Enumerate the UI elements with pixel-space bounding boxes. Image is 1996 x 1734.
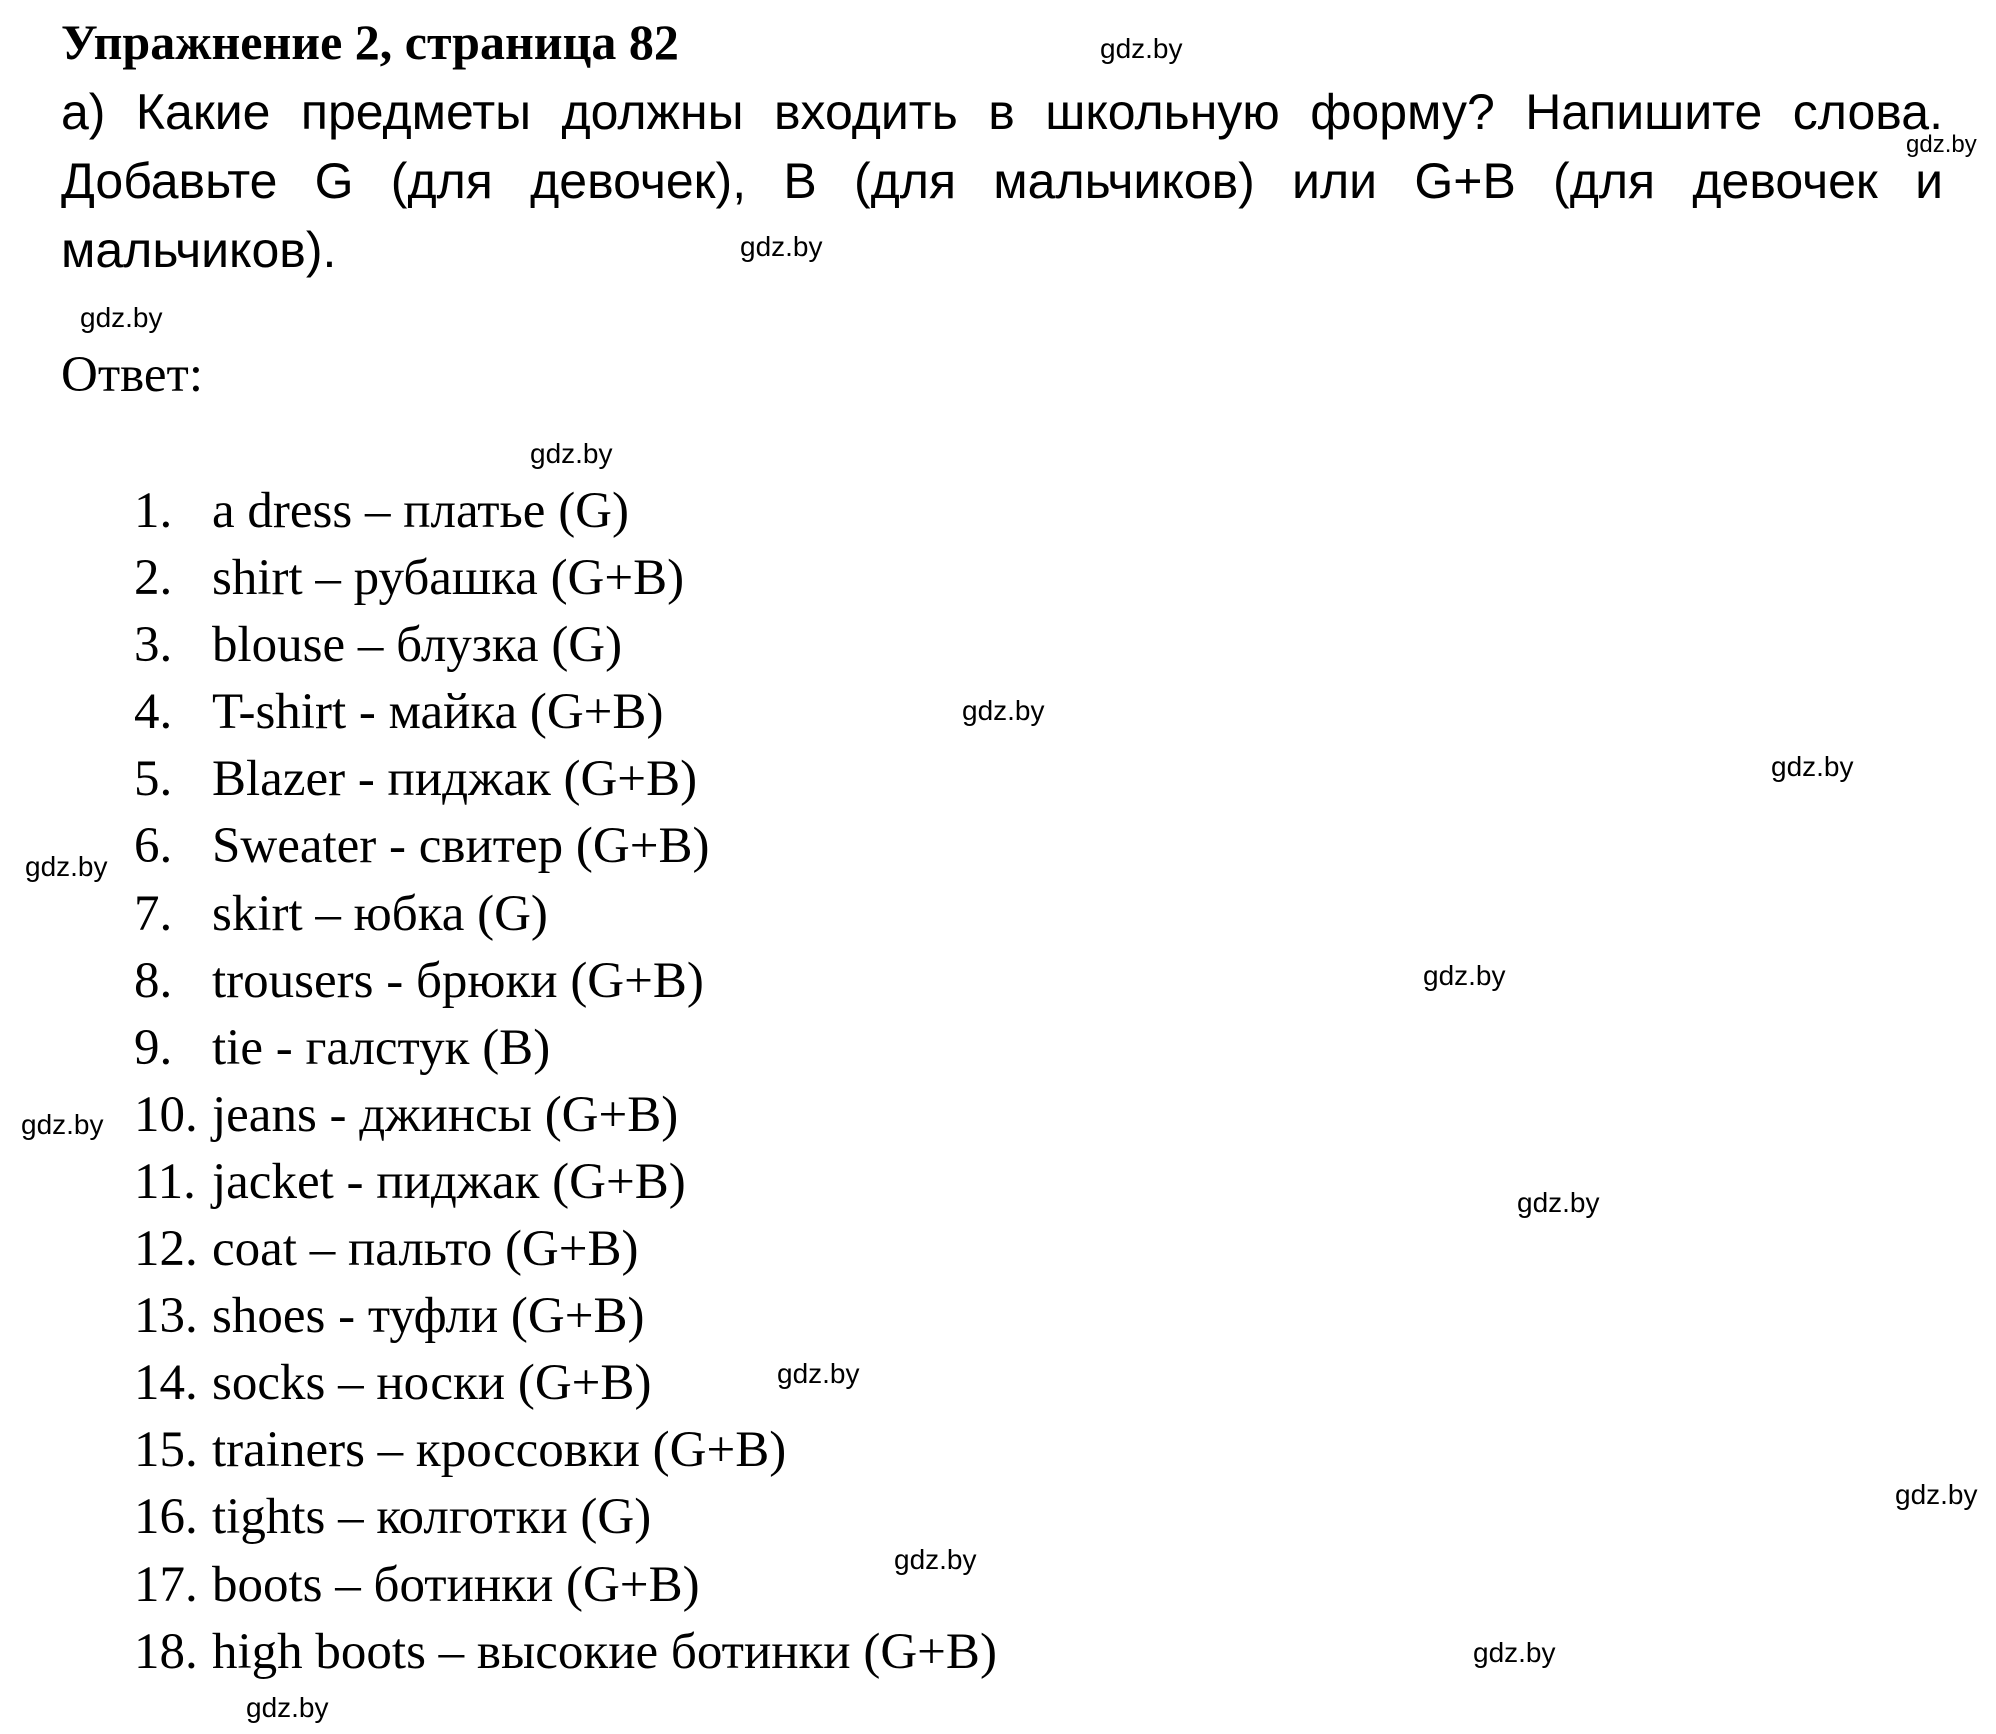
item-text: a dress – платье (G) <box>212 483 629 539</box>
exercise-title: Упражнение 2, страница 82 <box>61 14 679 70</box>
item-text: shoes - туфли (G+B) <box>212 1288 645 1345</box>
item-number: 2. <box>134 550 173 607</box>
item-number: 7. <box>134 885 173 942</box>
watermark: gdz.by <box>246 1692 329 1723</box>
item-number: 8. <box>134 952 173 1009</box>
item-number: 6. <box>134 818 173 875</box>
item-text: shirt – рубашка (G+B) <box>212 550 685 607</box>
item-number: 17. <box>134 1556 198 1613</box>
list-item <box>134 1552 997 1619</box>
item-number: 9. <box>134 1019 173 1076</box>
item-text: blouse – блузка (G) <box>212 617 623 674</box>
answer-list <box>134 478 997 1686</box>
list-item <box>134 1417 997 1484</box>
watermark: gdz.by <box>894 1544 977 1575</box>
item-number: 14. <box>134 1355 198 1412</box>
item-number: 12. <box>134 1221 198 1278</box>
list-item <box>134 545 997 612</box>
watermark: gdz.by <box>25 851 108 882</box>
item-number: 4. <box>134 684 173 741</box>
item-number: 10. <box>134 1086 198 1143</box>
list-item <box>134 478 997 545</box>
item-number: 18. <box>134 1623 198 1680</box>
list-item <box>134 1149 997 1216</box>
item-text: high boots – высокие ботинки (G+B) <box>212 1623 997 1680</box>
watermark: gdz.by <box>1473 1637 1556 1668</box>
list-item <box>134 813 997 880</box>
item-text: skirt – юбка (G) <box>212 885 548 942</box>
item-text: trousers - брюки (G+B) <box>212 952 704 1009</box>
item-number: 16. <box>134 1489 198 1546</box>
item-text: socks – носки (G+B) <box>212 1355 652 1412</box>
watermark: gdz.by <box>1906 131 1977 158</box>
item-number: 13. <box>134 1288 198 1345</box>
list-item <box>134 1619 997 1686</box>
watermark: gdz.by <box>1100 33 1183 64</box>
list-item <box>134 1350 997 1417</box>
item-text: jeans - джинсы (G+B) <box>212 1086 679 1143</box>
watermark: gdz.by <box>777 1358 860 1389</box>
list-item <box>134 612 997 679</box>
watermark: gdz.by <box>740 231 823 262</box>
list-item <box>134 948 997 1015</box>
item-text: tie - галстук (B) <box>212 1019 551 1076</box>
item-text: Blazer - пиджак (G+B) <box>212 751 698 808</box>
watermark: gdz.by <box>1771 751 1854 782</box>
item-text: jacket - пиджак (G+B) <box>212 1153 686 1210</box>
list-item <box>134 1015 997 1082</box>
list-item <box>134 746 997 813</box>
list-item <box>134 1484 997 1551</box>
watermark: gdz.by <box>1517 1187 1600 1218</box>
item-text: coat – пальто (G+B) <box>212 1221 639 1278</box>
watermark: gdz.by <box>1895 1479 1978 1510</box>
item-number: 11. <box>134 1153 196 1210</box>
item-number: 15. <box>134 1422 198 1479</box>
item-text: tights – колготки (G) <box>212 1489 652 1546</box>
item-text: T-shirt - майка (G+B) <box>212 684 664 741</box>
item-text: trainers – кроссовки (G+B) <box>212 1422 787 1479</box>
item-number: 3. <box>134 617 173 674</box>
watermark: gdz.by <box>21 1109 104 1140</box>
list-item <box>134 1082 997 1149</box>
item-text: Sweater - свитер (G+B) <box>212 818 710 875</box>
item-number: 1. <box>134 483 173 539</box>
item-text: boots – ботинки (G+B) <box>212 1556 700 1613</box>
list-item <box>134 679 997 746</box>
answer-label: Ответ: <box>61 347 203 403</box>
list-item <box>134 1283 997 1350</box>
watermark: gdz.by <box>80 302 163 333</box>
item-number: 5. <box>134 751 173 808</box>
watermark: gdz.by <box>530 438 613 469</box>
watermark: gdz.by <box>962 695 1045 726</box>
list-item <box>134 1216 997 1283</box>
watermark: gdz.by <box>1423 960 1506 991</box>
list-item <box>134 881 997 948</box>
task-text: а) Какие предметы должны входить в школьную форму? Напишите слова. Добавьте G (для девочек), B (для мальчиков) или G+B (для девочек и мальчиков). <box>61 84 1943 278</box>
